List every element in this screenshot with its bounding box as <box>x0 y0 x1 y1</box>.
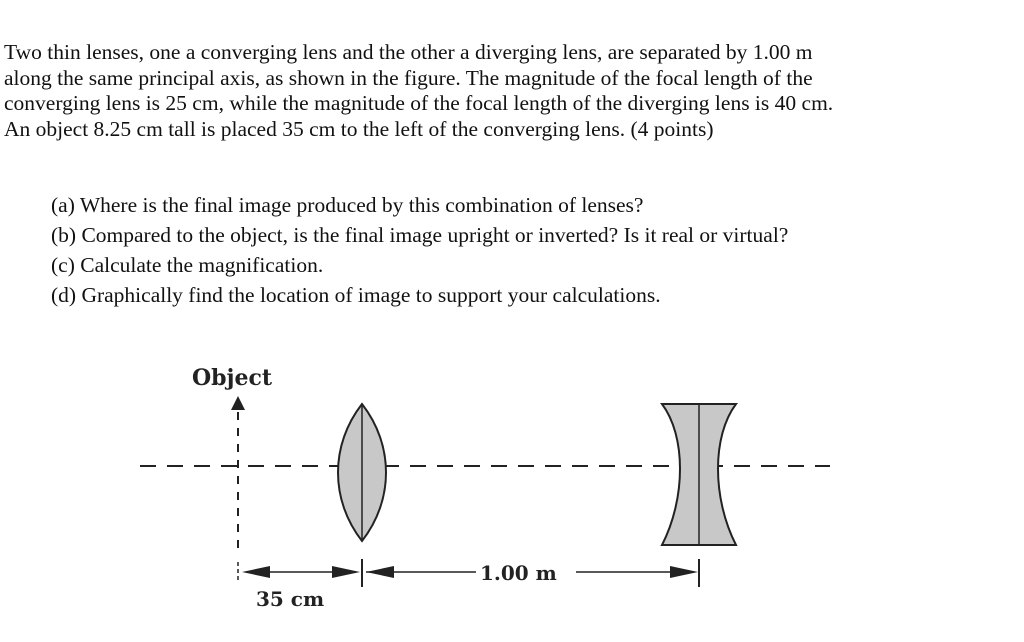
problem-statement <box>4 40 1014 142</box>
distance-35cm-label: 35 cm <box>256 587 325 611</box>
intro-line: An object 8.25 cm tall is placed 35 cm to the left of the converging lens. (4 points) <box>4 116 714 141</box>
question-part-c: (c) Calculate the magnification. <box>51 253 324 277</box>
object-arrowhead <box>231 396 245 410</box>
object-label: Object <box>192 365 273 391</box>
question-part-a: (a) Where is the final image produced by this combination of lenses? <box>51 193 644 217</box>
question-parts <box>51 190 788 310</box>
intro-line: Two thin lenses, one a converging lens and the other a diverging lens, are separated by 1.00 m <box>4 40 813 64</box>
intro-line: along the same principal axis, as shown in the figure. The magnitude of the focal length of the <box>4 65 813 90</box>
dimension-arrowhead-right <box>332 566 360 578</box>
distance-1m-label: 1.00 m <box>480 561 557 585</box>
dimension-arrowhead-left <box>242 566 270 578</box>
intro-line: converging lens is 25 cm, while the magnitude of the focal length of the diverging lens is 40 cm. <box>4 91 834 115</box>
lens-diagram <box>0 350 1024 642</box>
question-part-b: (b) Compared to the object, is the final image upright or inverted? Is it real or virtual? <box>51 223 789 247</box>
dimension-arrowhead-left <box>366 566 394 578</box>
dimension-arrowhead-right <box>670 566 698 578</box>
question-part-d: (d) Graphically find the location of image to support your calculations. <box>51 283 661 307</box>
